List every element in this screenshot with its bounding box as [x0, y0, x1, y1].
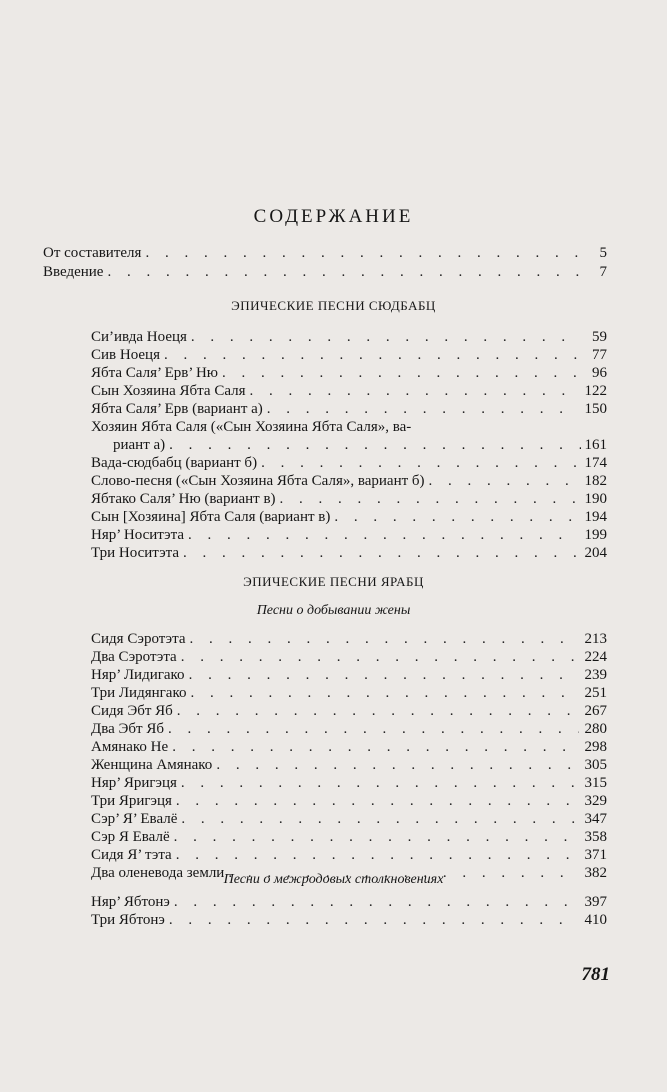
page-number: 781 [581, 964, 610, 985]
entry-page: 315 [584, 775, 607, 791]
entry-page: 267 [584, 703, 607, 719]
entry-page: 382 [584, 865, 607, 881]
dot-leader [189, 666, 579, 684]
entry-title: Си’ивда Ноеця [91, 329, 187, 345]
entry-page: 347 [584, 811, 607, 827]
entry-title: Няр’ Яригэця [91, 775, 177, 791]
dot-leader [190, 684, 579, 702]
toc-entry [91, 648, 607, 668]
toc-entry [91, 544, 607, 564]
toc-entry [91, 630, 607, 650]
subsection-heading: Песни о добывании жены [256, 603, 411, 618]
dot-leader [267, 400, 579, 418]
dot-leader [174, 828, 579, 846]
entry-page: 96 [592, 365, 607, 381]
dot-leader [183, 544, 579, 562]
entry-title: Ябта Саля’ Ерв’ Ню [91, 365, 219, 381]
toc-entry [91, 472, 607, 492]
entry-page: 194 [584, 509, 607, 525]
dot-leader [334, 508, 579, 526]
entry-page: 329 [584, 793, 607, 809]
entry-title: Сэр’ Я’ Евалё [91, 811, 178, 827]
dot-leader [168, 720, 579, 738]
toc-entry [43, 244, 607, 264]
toc-entry [91, 328, 607, 348]
entry-page: 410 [584, 912, 607, 928]
dot-leader [191, 328, 579, 346]
entry-page: 161 [584, 437, 607, 453]
toc-entry [91, 454, 607, 474]
entry-page: 174 [584, 455, 607, 471]
toc-entry [91, 666, 607, 686]
dot-leader [176, 792, 579, 810]
dot-leader [250, 382, 580, 400]
toc-entry [91, 364, 607, 384]
dot-leader [429, 472, 579, 490]
entry-page: 397 [584, 894, 607, 910]
entry-page: 122 [584, 383, 607, 399]
dot-leader [188, 526, 579, 544]
section-heading: ЭПИЧЕСКИЕ ПЕСНИ ЯРАБЦ [243, 574, 424, 589]
toc-entry [91, 756, 607, 776]
dot-leader [174, 893, 579, 911]
toc-entry [91, 382, 607, 402]
toc-entry [91, 684, 607, 704]
dot-leader [181, 774, 579, 792]
dot-leader [222, 364, 579, 382]
entry-title: Сын [Хозяина] Ябта Саля (вариант в) [91, 509, 331, 525]
entry-title: Няр’ Носитэта [91, 527, 185, 543]
dot-leader [177, 702, 579, 720]
dot-leader [172, 738, 579, 756]
entry-page: 7 [599, 264, 607, 280]
entry-title: От составителя [43, 245, 142, 261]
entry-page: 150 [584, 401, 607, 417]
toc-entry [91, 400, 607, 420]
entry-title: Няр’ Лидигако [91, 667, 185, 683]
entry-page: 280 [584, 721, 607, 737]
dot-leader [181, 810, 579, 828]
entry-title: Ябта Саля’ Ерв (вариант а) [91, 401, 263, 417]
entry-title: Няр’ Ябтонэ [91, 894, 170, 910]
entry-page: 204 [584, 545, 607, 561]
dot-leader [216, 756, 579, 774]
entry-page: 182 [584, 473, 607, 489]
entry-title: Женщина Амянако [91, 757, 213, 773]
entry-page: 213 [584, 631, 607, 647]
entry-title-continued: риант а) [113, 437, 166, 453]
entry-title: Введение [43, 264, 104, 280]
toc-entry [91, 490, 607, 510]
page-title: СОДЕРЖАНИЕ [253, 206, 414, 227]
toc-entry [91, 702, 607, 722]
toc-entry [91, 508, 607, 528]
toc-entry [91, 418, 607, 438]
toc-entry [91, 893, 607, 913]
entry-page: 59 [592, 329, 607, 345]
entry-page: 77 [592, 347, 607, 363]
entry-title: Вада-сюдбабц (вариант б) [91, 455, 258, 471]
dot-leader [181, 648, 579, 666]
entry-page: 5 [599, 245, 607, 261]
toc-entry [91, 526, 607, 546]
entry-title: Сэр Я Евалё [91, 829, 170, 845]
entry-page: 239 [584, 667, 607, 683]
toc-entry [91, 346, 607, 366]
entry-title: Амянако Не [91, 739, 169, 755]
toc-entry [43, 263, 607, 283]
dot-leader [145, 244, 579, 262]
entry-title: Три Носитэта [91, 545, 180, 561]
entry-title: Слово-песня («Сын Хозяина Ябта Саля», вариант б) [91, 473, 425, 489]
section-heading: ЭПИЧЕСКИЕ ПЕСНИ СЮДБАБЦ [231, 298, 436, 313]
entry-title: Три Ябтонэ [91, 912, 165, 928]
entry-page: 305 [584, 757, 607, 773]
entry-title: Сидя Я’ тэта [91, 847, 172, 863]
toc-entry [91, 911, 607, 931]
dot-leader [261, 454, 579, 472]
entry-title: Два Эбт Яб [91, 721, 165, 737]
toc-entry [91, 828, 607, 848]
dot-leader [107, 263, 579, 281]
entry-page: 358 [584, 829, 607, 845]
dot-leader [176, 846, 579, 864]
dot-leader [280, 490, 579, 508]
entry-title: Хозяин Ябта Саля («Сын Хозяина Ябта Саля», ва- [91, 419, 412, 435]
toc-entry [91, 720, 607, 740]
toc-entry-continuation [91, 436, 607, 456]
toc-entry [91, 810, 607, 830]
entry-page: 371 [584, 847, 607, 863]
entry-page: 199 [584, 527, 607, 543]
entry-page: 190 [584, 491, 607, 507]
toc-entry [91, 738, 607, 758]
dot-leader [190, 630, 579, 648]
toc-entry [91, 846, 607, 866]
entry-page: 298 [584, 739, 607, 755]
entry-page: 251 [584, 685, 607, 701]
entry-title: Сив Ноеця [91, 347, 160, 363]
entry-title: Ябтако Саля’ Ню (вариант в) [91, 491, 276, 507]
entry-title: Три Яригэця [91, 793, 172, 809]
dot-leader [169, 436, 580, 454]
entry-title: Сидя Эбт Яб [91, 703, 173, 719]
toc-entry [91, 792, 607, 812]
subsection-heading: Песни о межродовых столкновениях [223, 872, 444, 887]
entry-title: Два оленевода земли [91, 865, 225, 881]
entry-title: Два Сэротэта [91, 649, 177, 665]
toc-entry [91, 774, 607, 794]
dot-leader [169, 911, 579, 929]
entry-page: 224 [584, 649, 607, 665]
entry-title: Сын Хозяина Ябта Саля [91, 383, 246, 399]
dot-leader [164, 346, 579, 364]
entry-title: Сидя Сэротэта [91, 631, 186, 647]
entry-title: Три Лидянгако [91, 685, 187, 701]
